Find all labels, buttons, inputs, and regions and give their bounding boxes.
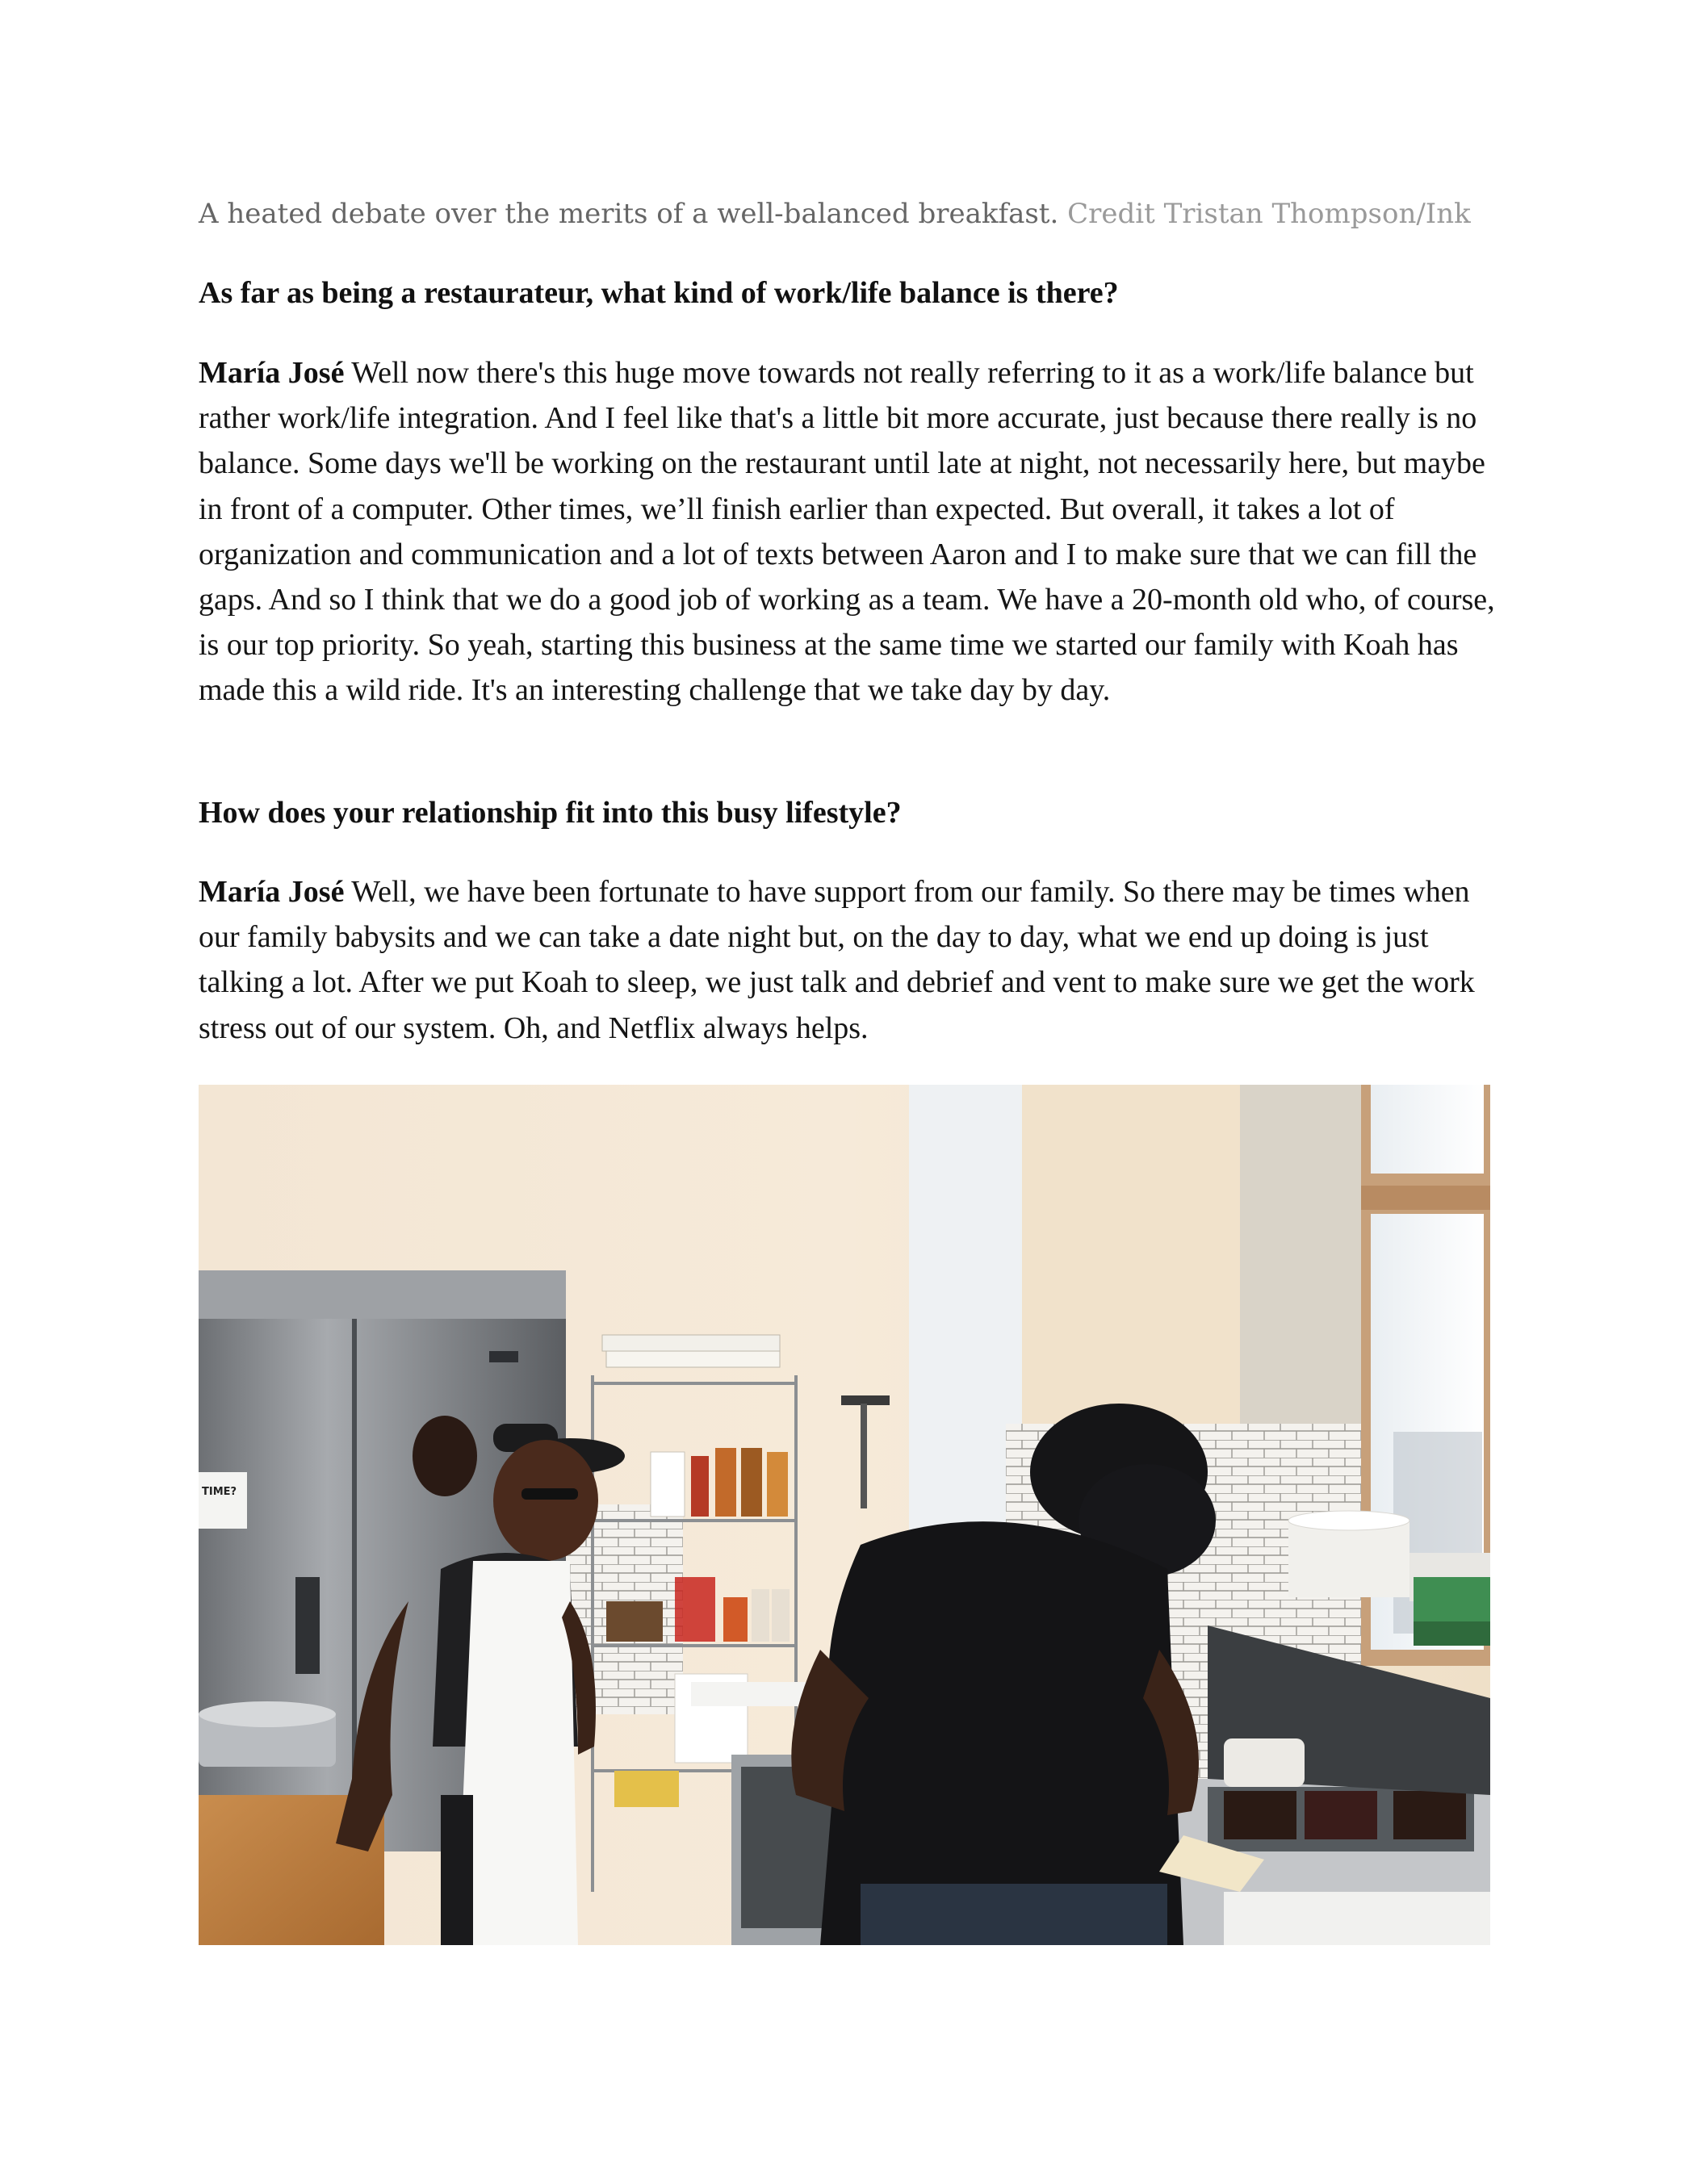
kitchen-photo-illustration <box>199 1085 1490 1945</box>
interview-question-2: How does your relationship fit into this busy lifestyle? <box>199 796 902 830</box>
container <box>1224 1738 1305 1787</box>
interview-answer-1 <box>199 350 1498 713</box>
photo-caption <box>199 195 1490 232</box>
answer-text: Well now there's this huge move towards not really referring to it as a work/life balance but rather work/life integration. And I feel like that's a little bit more accurate, just because there really is no balance. Some days we'll be working on the restaurant until late at night, not necessarily here, but maybe in front of a computer. Other times, we’ll finish earlier than expected. But overall, it takes a lot of organization and communication and a lot of texts between Aaron and I to make sure that we can fill the gaps. And so I think that we do a good job of working as a team. We have a 20-month old who, of course, is our top priority. So yeah, starting this business at the same time we started our family with Koah has made this a wild ride. It's an interesting challenge that we take day by day. <box>199 356 1495 708</box>
caption-text: A heated debate over the merits of a well-balanced breakfast. <box>199 198 1059 230</box>
interview-question-1: As far as being a restaurateur, what kind of work/life balance is there? <box>199 276 1119 310</box>
photo-credit: Credit Tristan Thompson/Ink <box>1067 198 1471 230</box>
kitchen-photo <box>199 1085 1490 1945</box>
fridge-sign-text: TIME? <box>202 1486 237 1498</box>
hanging-utensil <box>861 1404 867 1508</box>
person-background <box>413 1416 477 1496</box>
answer-speaker: María José <box>199 356 345 390</box>
answer-speaker: María José <box>199 875 345 909</box>
answer-text: Well, we have been fortunate to have support from our family. So there may be times when our family babysits and we can take a date night but, on the day to day, what we end up doing is just talking a lot. After we put Koah to sleep, we just talk and debrief and vent to make sure we get the work stress out of our system. Oh, and Netflix always helps. <box>199 875 1475 1045</box>
interview-answer-2 <box>199 869 1498 1051</box>
